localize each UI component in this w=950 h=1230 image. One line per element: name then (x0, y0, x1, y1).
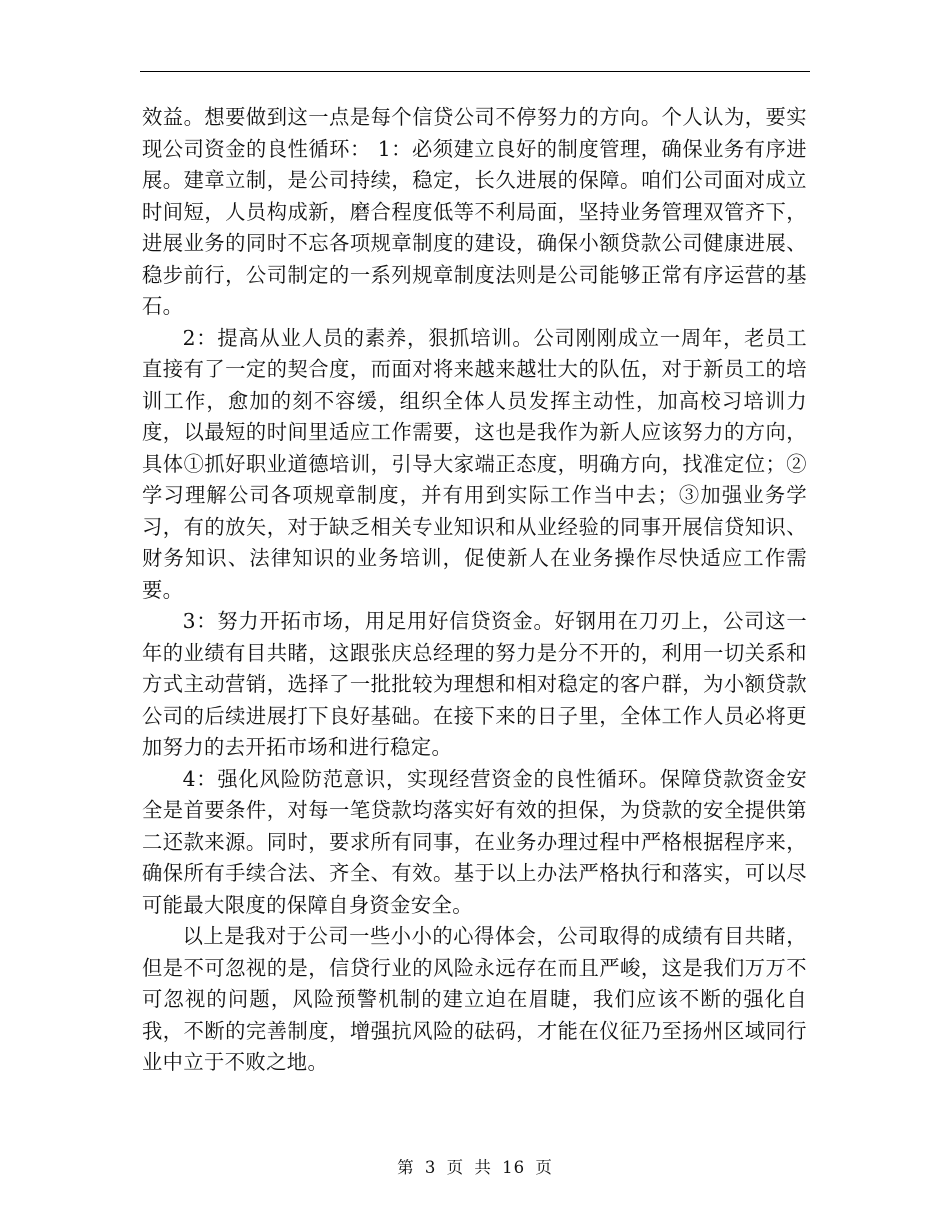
header-rule (140, 71, 810, 72)
paragraph-2: 2：提高从业人员的素养，狠抓培训。公司刚刚成立一周年，老员工直接有了一定的契合度，而面对将来越来越壮大的队伍，对于新员工的培训工作，愈加的刻不容缓，组织全体人员发挥主动性，加高校习培训力度，以最短的时间里适应工作需要，这也是我作为新人应该努力的方向，具体①抓好职业道德培训，引导大家端正态度，明确方向，找准定位；②学习理解公司各项规章制度，并有用到实际工作当中去；③加强业务学习，有的放矢，对于缺乏相关专业知识和从业经验的同事开展信贷知识、财务知识、法律知识的业务培训，促使新人在业务操作尽快适应工作需要。 (142, 325, 807, 602)
paragraph-5: 以上是我对于公司一些小小的心得体会，公司取得的成绩有目共睹，但是不可忽视的是，信贷行业的风险永远存在而且严峻，这是我们万万不可忽视的问题，风险预警机制的建立迫在眉睫，我们应该不断的强化自我，不断的完善制度，增强抗风险的砝码，才能在仪征乃至扬州区域同行业中立于不败之地。 (142, 924, 807, 1074)
paragraph-4: 4：强化风险防范意识，实现经营资金的良性循环。保障贷款资金安全是首要条件，对每一笔贷款均落实好有效的担保，为贷款的安全提供第二还款来源。同时，要求所有同事，在业务办理过程中严格根据程序来，确保所有手续合法、齐全、有效。基于以上办法严格执行和落实，可以尽可能最大限度的保障自身资金安全。 (142, 766, 807, 917)
paragraph-3: 3：努力开拓市场，用足用好信贷资金。好钢用在刀刃上，公司这一年的业绩有目共睹，这跟张庆总经理的努力是分不开的，利用一切关系和方式主动营销，选择了一批批较为理想和相对稳定的客户群，为小额贷款公司的后续进展打下良好基础。在接下来的日子里，全体工作人员必将更加努力的去开拓市场和进行稳定。 (142, 609, 807, 759)
paragraph-1: 效益。想要做到这一点是每个信贷公司不停努力的方向。个人认为，要实现公司资金的良性循环： 1：必须建立良好的制度管理，确保业务有序进展。建章立制，是公司持续，稳定，长久进展的保障。咱们公司面对成立时间短，人员构成新，磨合程度低等不利局面，坚持业务管理双管齐下，进展业务的同时不忘各项规章制度的建设，确保小额贷款公司健康进展、稳步前行，公司制定的一系列规章制度法则是公司能够正常有序运营的基石。 (142, 105, 807, 318)
page-number-footer: 第 3 页 共 16 页 (397, 1158, 553, 1177)
document-body (142, 102, 807, 1079)
